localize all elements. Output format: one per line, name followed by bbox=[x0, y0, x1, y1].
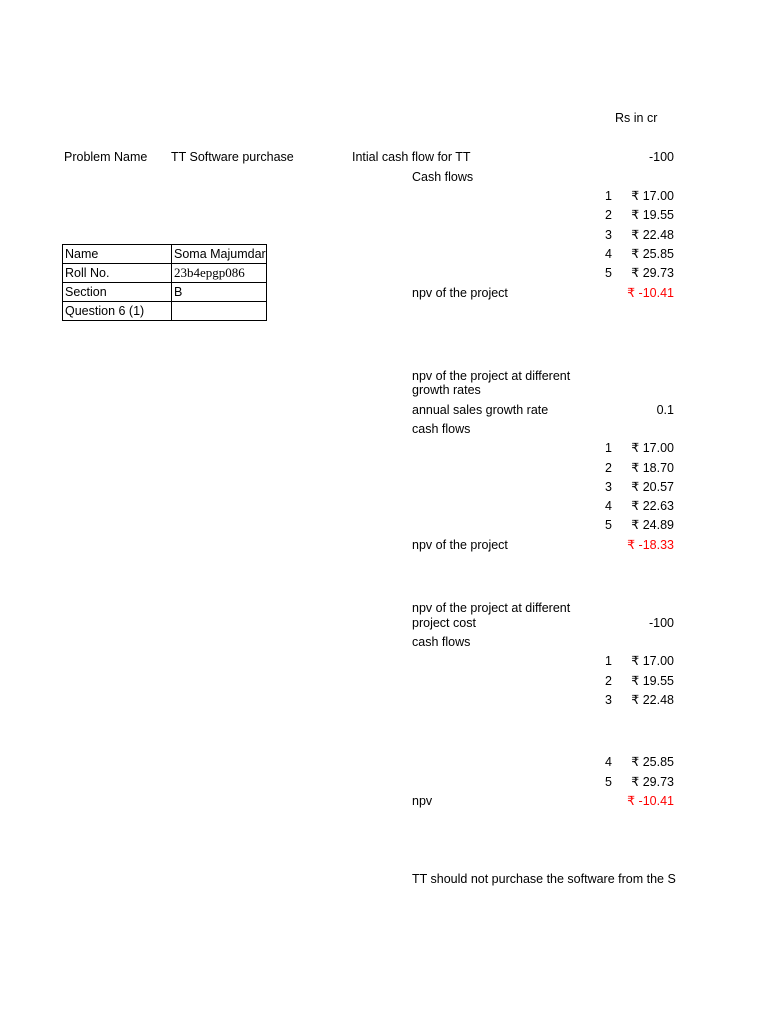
year-4: 4 bbox=[605, 247, 612, 261]
cash-flows-label: cash flows bbox=[412, 422, 471, 436]
table-row bbox=[63, 264, 267, 283]
info-value-question[interactable] bbox=[172, 302, 267, 321]
problem-name-value: TT Software purchase bbox=[171, 150, 294, 164]
year-4: 4 bbox=[605, 755, 612, 769]
year-2: 2 bbox=[605, 208, 612, 222]
year-5: 5 bbox=[605, 266, 612, 280]
year-1: 1 bbox=[605, 441, 612, 455]
cash-flow-amount: ₹ 19.55 bbox=[631, 674, 674, 688]
year-2: 2 bbox=[605, 674, 612, 688]
info-value-name[interactable] bbox=[172, 245, 267, 264]
cash-flow-amount: ₹ 22.48 bbox=[631, 693, 674, 707]
info-key-name: Name bbox=[63, 245, 172, 264]
year-3: 3 bbox=[605, 480, 612, 494]
initial-cash-flow-label: Intial cash flow for TT bbox=[352, 150, 471, 164]
cash-flow-amount: ₹ 29.73 bbox=[631, 775, 674, 789]
cash-flow-amount: ₹ 18.70 bbox=[631, 461, 674, 475]
npv-value: ₹ -18.33 bbox=[627, 538, 674, 552]
cash-flow-amount: ₹ 29.73 bbox=[631, 266, 674, 280]
year-3: 3 bbox=[605, 693, 612, 707]
year-2: 2 bbox=[605, 461, 612, 475]
problem-name-label: Problem Name bbox=[64, 150, 148, 164]
cash-flow-amount: ₹ 22.48 bbox=[631, 228, 674, 242]
table-row bbox=[63, 245, 267, 264]
info-value-roll-text: 23b4epgp086 bbox=[174, 265, 245, 280]
growth-rate-label: annual sales growth rate bbox=[412, 403, 549, 417]
info-value-roll[interactable] bbox=[172, 264, 267, 283]
info-key-section: Section bbox=[63, 283, 172, 302]
project-cost-value: -100 bbox=[648, 616, 674, 630]
cash-flow-amount: ₹ 22.63 bbox=[631, 499, 674, 513]
section3-heading-line2: project cost bbox=[412, 616, 476, 630]
table-row bbox=[63, 283, 267, 302]
unit-label: Rs in cr bbox=[615, 111, 658, 125]
table-row bbox=[63, 302, 267, 321]
student-info-table bbox=[62, 244, 267, 321]
cash-flows-label: cash flows bbox=[412, 635, 471, 649]
growth-rate-value: 0.1 bbox=[656, 403, 674, 417]
year-1: 1 bbox=[605, 189, 612, 203]
year-1: 1 bbox=[605, 654, 612, 668]
npv-label: npv of the project bbox=[412, 286, 508, 300]
cash-flow-amount: ₹ 19.55 bbox=[631, 208, 674, 222]
cash-flow-amount: ₹ 25.85 bbox=[631, 755, 674, 769]
cash-flow-amount: ₹ 17.00 bbox=[631, 441, 674, 455]
cash-flow-amount: ₹ 17.00 bbox=[631, 189, 674, 203]
year-5: 5 bbox=[605, 775, 612, 789]
cash-flow-amount: ₹ 17.00 bbox=[631, 654, 674, 668]
info-key-question: Question 6 (1) bbox=[63, 302, 172, 321]
npv-label: npv bbox=[412, 794, 433, 808]
info-value-name-text: Soma Majumdar bbox=[174, 247, 266, 261]
initial-cash-flow-value: -100 bbox=[648, 150, 674, 164]
section3-heading-line1: npv of the project at different bbox=[412, 601, 571, 615]
npv-label: npv of the project bbox=[412, 538, 508, 552]
cash-flows-label: Cash flows bbox=[412, 170, 474, 184]
cash-flow-amount: ₹ 24.89 bbox=[631, 518, 674, 532]
npv-value: ₹ -10.41 bbox=[627, 286, 674, 300]
info-key-roll: Roll No. bbox=[63, 264, 172, 283]
year-3: 3 bbox=[605, 228, 612, 242]
cash-flow-amount: ₹ 25.85 bbox=[631, 247, 674, 261]
year-4: 4 bbox=[605, 499, 612, 513]
conclusion-text: TT should not purchase the software from the S bbox=[412, 872, 676, 886]
year-5: 5 bbox=[605, 518, 612, 532]
cash-flow-amount: ₹ 20.57 bbox=[631, 480, 674, 494]
section2-heading-line1: npv of the project at different bbox=[412, 369, 571, 383]
section2-heading-line2: growth rates bbox=[412, 383, 481, 397]
info-value-section-text: B bbox=[174, 285, 183, 299]
npv-value: ₹ -10.41 bbox=[627, 794, 674, 808]
info-value-section[interactable] bbox=[172, 283, 267, 302]
